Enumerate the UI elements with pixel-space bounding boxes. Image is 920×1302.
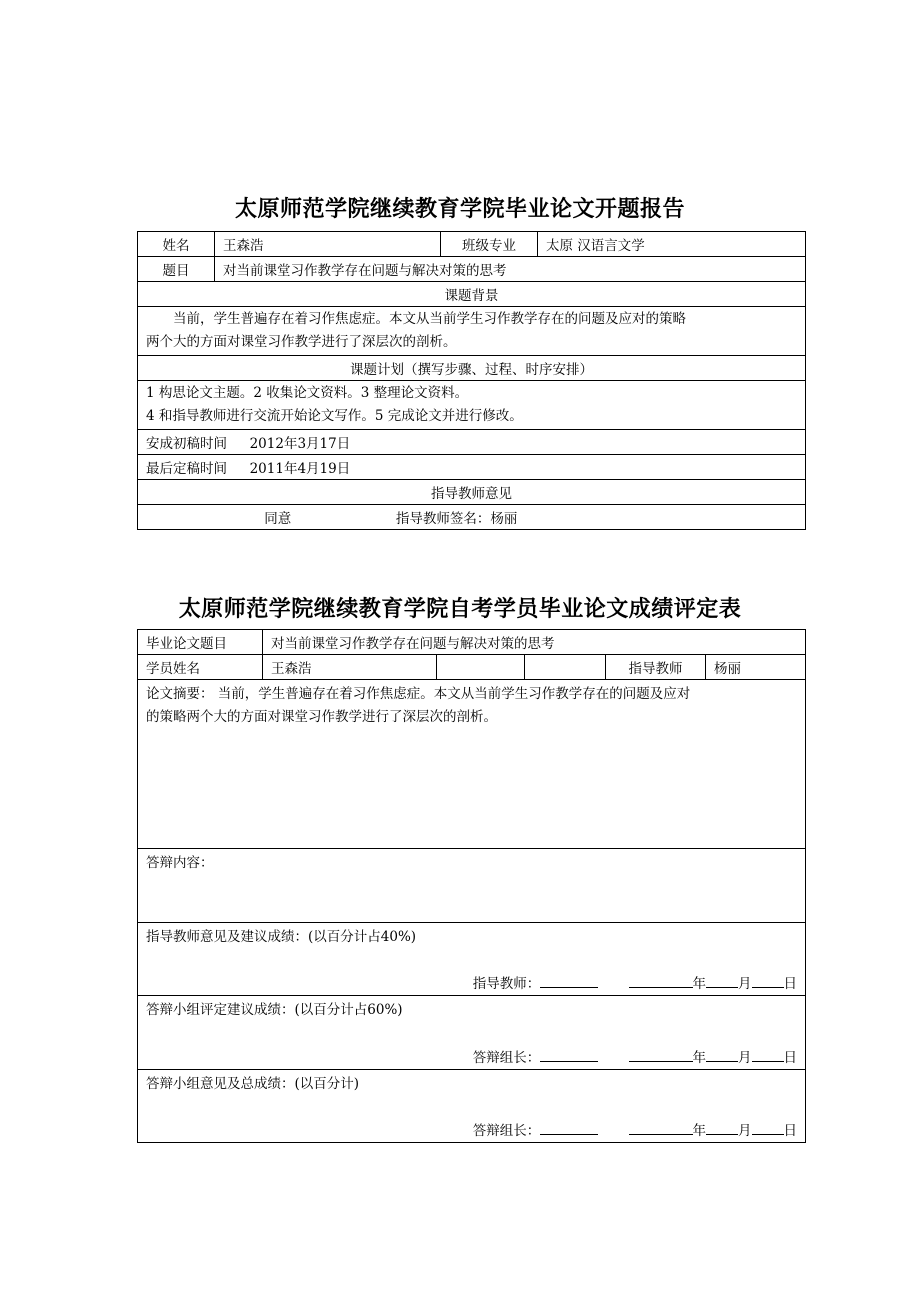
group-grade-label: 答辩小组评定建议成绩：(以百分计占60%) [146, 1002, 403, 1018]
plan-line-2: 4 和指导教师进行交流开始论文写作。5 完成论文并进行修改。 [146, 408, 523, 424]
group-day-text: 日 [783, 1050, 798, 1066]
final-grade-cell [138, 1070, 806, 1143]
advisor-month-text: 月 [738, 976, 752, 992]
report-title: 太原师范学院继续教育学院毕业论文开题报告 [234, 197, 685, 222]
final-day-blank [752, 1120, 784, 1135]
abstract-cell [138, 680, 806, 849]
final-label: 最后定稿时间 [146, 461, 227, 477]
advisor-opinion-header: 指导教师意见 [138, 480, 806, 505]
advisor-year-text: 年 [692, 976, 707, 992]
eval-advisor-label: 指导教师 [606, 655, 706, 680]
topic-value: 对当前课堂习作教学存在问题与解决对策的思考 [215, 257, 806, 282]
name-label: 姓名 [138, 232, 215, 257]
student-value: 王森浩 [263, 655, 437, 680]
advisor-opinion-row [138, 505, 806, 530]
advisor-day-blank [752, 973, 784, 988]
name-value: 王森浩 [215, 232, 441, 257]
final-year-blank [629, 1120, 693, 1135]
group-day-blank [752, 1047, 784, 1062]
agree-text: 同意 [264, 511, 292, 527]
advisor-signature: 指导教师签名：杨丽 [395, 511, 518, 527]
plan-cell [138, 381, 806, 430]
advisor-sign-blank [540, 973, 598, 988]
blank-cell-1 [437, 655, 525, 680]
draft-label: 安成初稿时间 [146, 436, 227, 452]
group-month-blank [706, 1047, 738, 1062]
plan-line-1: 1 构思论文主题。2 收集论文资料。3 整理论文资料。 [146, 385, 469, 401]
evaluation-table [137, 629, 806, 1143]
background-line-2: 两个大的方面对课堂习作教学进行了深层次的剖析。 [146, 334, 457, 350]
topic-label: 题目 [138, 257, 215, 282]
class-value: 太原 汉语言文学 [538, 232, 806, 257]
group-year-blank [629, 1047, 693, 1062]
group-month-text: 月 [738, 1050, 752, 1066]
background-cell [138, 307, 806, 356]
abstract-line-2: 的策略两个大的方面对课堂习作教学进行了深层次的剖析。 [146, 709, 497, 725]
final-grade-label: 答辩小组意见及总成绩：(以百分计) [146, 1076, 360, 1092]
final-value: 2011年4月19日 [249, 461, 351, 477]
advisor-month-blank [706, 973, 738, 988]
final-day-text: 日 [783, 1123, 798, 1139]
class-label: 班级专业 [441, 232, 538, 257]
defense-content-label: 答辩内容： [146, 855, 214, 871]
group-sign-label: 答辩组长： [472, 1050, 541, 1066]
final-sign-label: 答辩组长： [472, 1123, 541, 1139]
final-year-text: 年 [692, 1123, 707, 1139]
student-label: 学员姓名 [138, 655, 263, 680]
group-sign-blank [540, 1047, 598, 1062]
background-line-1: 当前，学生普遍存在着习作焦虑症。本文从当前学生习作教学存在的问题及应对的策略 [173, 311, 686, 327]
plan-header: 课题计划（撰写步骤、过程、时序安排） [138, 356, 806, 381]
advisor-day-text: 日 [783, 976, 798, 992]
group-grade-cell [138, 996, 806, 1070]
eval-topic-label: 毕业论文题目 [138, 630, 263, 655]
final-month-text: 月 [738, 1123, 752, 1139]
proposal-table [137, 231, 806, 530]
draft-time-row [138, 430, 806, 455]
final-sign-blank [540, 1120, 598, 1135]
eval-topic-value: 对当前课堂习作教学存在问题与解决对策的思考 [263, 630, 806, 655]
blank-cell-2 [525, 655, 606, 680]
final-month-blank [706, 1120, 738, 1135]
draft-value: 2012年3月17日 [249, 436, 351, 452]
evaluation-title: 太原师范学院继续教育学院自考学员毕业论文成绩评定表 [178, 597, 742, 622]
final-time-row [138, 455, 806, 480]
advisor-sign-label: 指导教师： [472, 976, 541, 992]
advisor-grade-cell [138, 923, 806, 996]
final-sign-line [473, 1119, 797, 1139]
background-header: 课题背景 [138, 282, 806, 307]
eval-advisor-value: 杨丽 [706, 655, 806, 680]
defense-content-cell [138, 849, 806, 923]
group-year-text: 年 [692, 1050, 707, 1066]
group-sign-line [473, 1046, 797, 1066]
advisor-grade-label: 指导教师意见及建议成绩：(以百分计占40%) [146, 929, 417, 945]
advisor-year-blank [629, 973, 693, 988]
abstract-line-1: 论文摘要： 当前，学生普遍存在着习作焦虑症。本文从当前学生习作教学存在的问题及应对 [146, 686, 691, 702]
advisor-sign-line [473, 972, 797, 992]
